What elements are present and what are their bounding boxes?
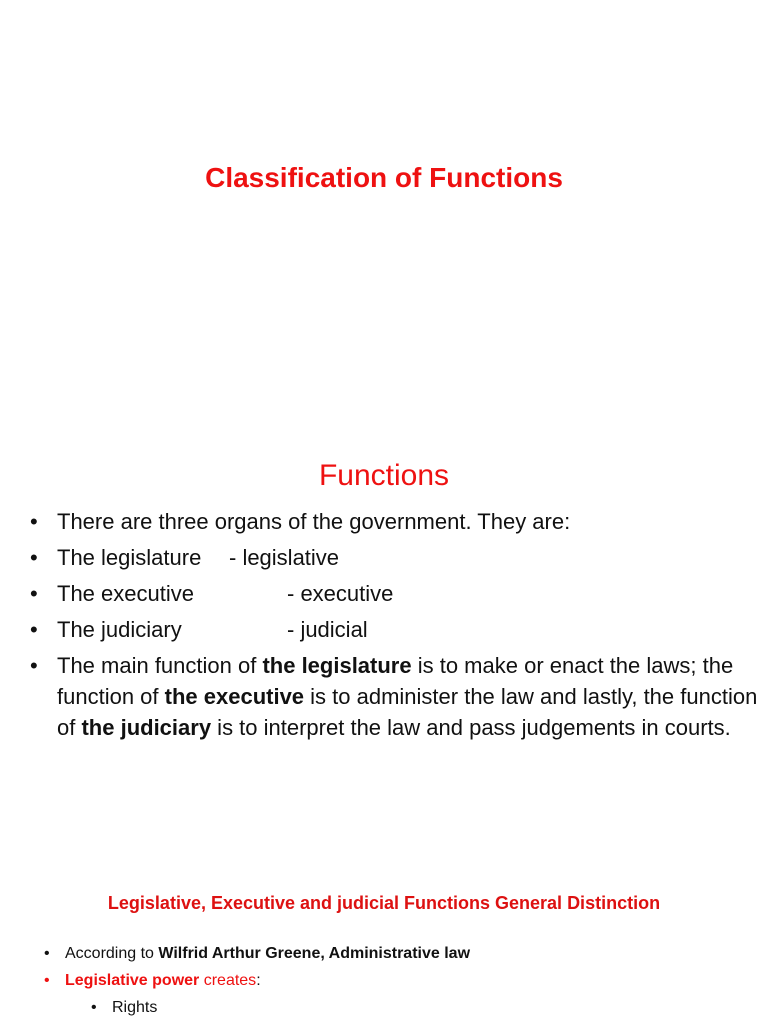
organ-name: The executive <box>57 581 194 606</box>
organ-name: The judiciary <box>57 617 182 642</box>
item-text: According to <box>65 945 159 962</box>
summary-text: is to make or enact the laws; the function of <box>57 653 734 709</box>
list-item <box>30 578 765 609</box>
organ-name: The legislature <box>57 545 202 570</box>
item-text: Rights <box>112 999 158 1016</box>
intro-text: There are three organs of the government. They are: <box>57 509 571 534</box>
list-item <box>30 542 765 573</box>
list-item <box>44 940 744 967</box>
distinction-list <box>44 940 744 1021</box>
item-colon: : <box>256 972 261 989</box>
distinction-heading: Legislative, Executive and judicial Functions General Distinction <box>107 893 661 913</box>
list-item <box>30 650 765 743</box>
functions-list <box>30 506 765 748</box>
summary-bold: the legislature <box>262 653 412 678</box>
list-item <box>30 614 765 645</box>
summary-bold: the executive <box>164 684 305 709</box>
functions-heading: Functions <box>318 459 450 492</box>
organ-function: - judicial <box>287 617 368 642</box>
list-item <box>44 967 744 994</box>
list-item <box>30 506 765 537</box>
organ-function: - executive <box>287 581 394 606</box>
summary-bold: the judiciary <box>81 715 212 740</box>
organ-function: - legislative <box>229 545 340 570</box>
slide-title: Classification of Functions <box>205 162 563 193</box>
item-bold: Wilfrid Arthur Greene, Administrative law <box>158 945 471 962</box>
summary-text: is to interpret the law and pass judgements in courts. <box>211 715 731 740</box>
list-item <box>91 994 744 1021</box>
item-text: creates <box>199 972 257 989</box>
item-bold: Legislative power <box>65 972 200 989</box>
summary-text: is to administer the law and lastly, the function of <box>57 684 758 740</box>
summary-text: The main function of <box>57 653 263 678</box>
